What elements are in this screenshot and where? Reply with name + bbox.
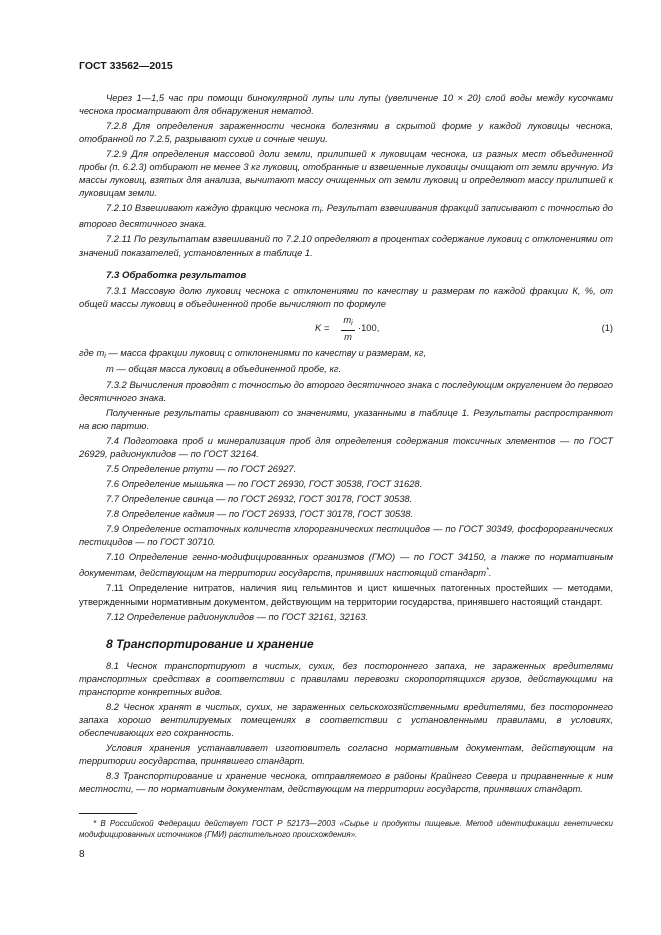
paragraph-7-2-10 bbox=[79, 202, 613, 231]
paragraph-7-2-9: 7.2.9 Для определения массовой доли земли, прилипшей к луковицам чеснока, из разных мест объединенной пробы (п. 6.2.3) отбирают не менее 3 кг луковиц, отобранные и взвешенные луковицы очищают от земли вручную. Из массы луковиц, взятых для анализа, вычитают массу очищенных от земли луковиц и определяют массу прилипшей к луковицам земли. bbox=[79, 149, 613, 199]
paragraph-7-3-1: 7.3.1 Массовую долю луковиц чеснока с отклонениями по качеству и размерам по каждой фракции К, %, от общей массы луковиц в объединенной пробе вычисляют по формуле bbox=[79, 285, 613, 309]
footnote-mark: * bbox=[486, 567, 489, 575]
paragraph-7-9: 7.9 Определение остаточных количеств хлорорганических пестицидов — по ГОСТ 30349, фосфорорганических пестицидов — по ГОСТ 30710. bbox=[79, 524, 613, 548]
paragraph-results: Полученные результаты сравнивают со значениями, указанными в таблице 1. Результаты распространяют на всю партию. bbox=[79, 407, 613, 431]
paragraph-nematode: Через 1—1,5 час при помощи бинокулярной лупы или лупы (увеличение 10 × 20) слой воды между кусочками чеснока просматривают для обнаружения нематод. bbox=[79, 93, 613, 117]
section-8-heading: 8 Транспортирование и хранение bbox=[106, 636, 314, 651]
formula-1 bbox=[79, 314, 613, 344]
formula-denominator: m bbox=[344, 331, 352, 342]
formula-multiplier: ·100, bbox=[358, 322, 380, 333]
page-number: 8 bbox=[79, 849, 85, 860]
paragraph-7-4: 7.4 Подготовка проб и минерализация проб для определения содержания токсичных элементов — по ГОСТ 26929, радионуклидов — по ГОСТ 32164. bbox=[79, 435, 613, 460]
formula-fraction bbox=[341, 314, 355, 343]
paragraph-7-3-2: 7.3.2 Вычисления проводят с точностью до второго десятичного знака с последующим округлением до первого десятичного знака. bbox=[79, 379, 613, 403]
section-7-3-heading: 7.3 Обработка результатов bbox=[106, 269, 247, 281]
paragraph-7-10: 7.10 Определение генно-модифицированных организмов (ГМО) — по ГОСТ 34150, а также по нормативным документам, действующим на территории государств, принявших настоящий стандарт*. bbox=[79, 552, 613, 579]
paragraph-7-12: 7.12 Определение радионуклидов — по ГОСТ 32161, 32163. bbox=[106, 611, 369, 622]
formula-number: (1) bbox=[601, 322, 613, 333]
formula-lhs: K = bbox=[315, 322, 330, 333]
paragraph-7-2-10-end: . Результат взвешивания фракций записывают с точностью до второго десятичного знака. bbox=[79, 203, 613, 230]
footnote: * В Российской Федерации действует ГОСТ Р 52173—2003 «Сырье и продукты пищевые. Метод идентификации генетически модифицированных источников (ГМИ) растительного происхождения». bbox=[79, 819, 613, 839]
paragraph-7-5: 7.5 Определение ртути — по ГОСТ 26927. bbox=[106, 464, 297, 475]
where-subscript-i: i bbox=[104, 352, 106, 360]
paragraph-storage-conditions: Условия хранения устанавливает изготовитель согласно нормативным документам, действующим на территории государства, принявшего стандарт. bbox=[79, 742, 613, 766]
formula-numerator-subscript: i bbox=[351, 319, 353, 327]
footnote-divider bbox=[79, 813, 137, 814]
subscript-i: i bbox=[319, 208, 322, 216]
paragraph-7-6: 7.6 Определение мышьяка — по ГОСТ 26930, ГОСТ 30538, ГОСТ 31628. bbox=[106, 479, 423, 490]
paragraph-7-7: 7.7 Определение свинца — по ГОСТ 26932, ГОСТ 30178, ГОСТ 30538. bbox=[106, 494, 413, 505]
document-code-header: ГОСТ 33562—2015 bbox=[79, 60, 173, 72]
paragraph-7-2-8: 7.2.8 Для определения зараженности чеснока болезнями в скрытой форме у каждой луковицы чеснока, отобранной по 7.2.5, разрывают сухие и сочные чешуи. bbox=[79, 121, 613, 145]
paragraph-7-2-10-start: 7.2.10 Взвешивают каждую фракцию чеснока m bbox=[106, 203, 320, 214]
formula-where-line-2: m — общая масса луковиц в объединенной пробе, кг. bbox=[106, 363, 342, 374]
paragraph-7-8: 7.8 Определение кадмия — по ГОСТ 26933, ГОСТ 30178, ГОСТ 30538. bbox=[106, 509, 414, 520]
paragraph-7-2-11: 7.2.11 По результатам взвешиваний по 7.2.10 определяют в процентах содержание луковиц с отклонениями от значений показателей, установленных в таблице 1. bbox=[79, 234, 613, 258]
paragraph-7-11: 7.11 Определение нитратов, наличия яиц гельминтов и цист кишечных патогенных простейших — методами, утвержденными нормативным документом, действующим на территории государства, принявшего настоящий стандарт. bbox=[79, 583, 613, 607]
formula-where-line-1: где $m_i$ — масса фракции луковиц с отклонениями по качеству и размерам, кг, bbox=[79, 347, 427, 360]
paragraph-8-1: 8.1 Чеснок транспортируют в чистых, сухих, без постороннего запаха, не зараженных вредителями транспортных средствах в соответствии с правилами перевозки скоропортящихся грузов, действующими на транспорте конкретных видов. bbox=[79, 660, 613, 697]
formula-numerator: $m_i$ bbox=[341, 314, 355, 331]
document-body bbox=[79, 92, 613, 798]
paragraph-8-2: 8.2 Чеснок хранят в чистых, сухих, не зараженных сельскохозяйственными вредителями, без постороннего запаха хорошо вентилируемых помещениях в соответствии с установленными правилами, в условиях, обеспечивающих его сохранность. bbox=[79, 701, 613, 738]
paragraph-8-3: 8.3 Транспортирование и хранение чеснока, отправляемого в районы Крайнего Севера и приравненные к ним местности, — по нормативным документам, действующим на территории государств, принявших стандарт. bbox=[79, 771, 613, 795]
